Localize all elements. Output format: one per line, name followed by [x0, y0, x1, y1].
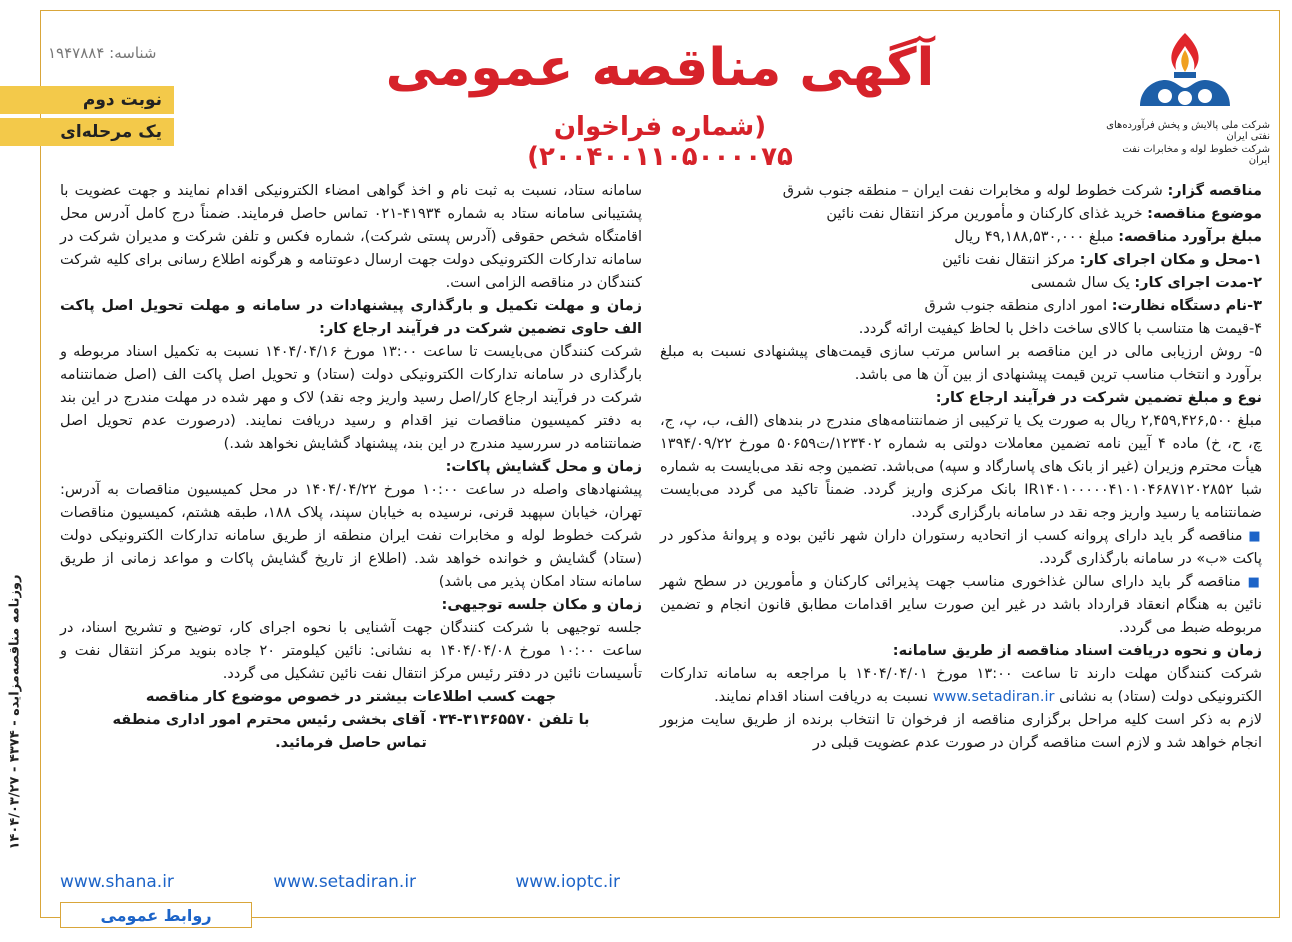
company-logo [1100, 28, 1270, 168]
setadiran-link[interactable]: www.setadiran.ir [273, 872, 417, 892]
public-relations-label: روابط عمومی [60, 902, 252, 928]
ioptc-link[interactable]: www.ioptc.ir [515, 872, 620, 892]
right-column [660, 180, 1262, 755]
guarantee-text: مبلغ ۲,۴۵۹,۴۲۶,۵۰۰ ریال به صورت یک یا ترکیبی از ضمانتنامه‌های مندرج در بندهای (الف، ب، پ، ج، چ، ح، خ) ماده ۴ آیین نامه تضمین معاملات دولتی به شماره ۱۲۳۴۰۲/ت۵۰۶۵۹ مورخ ۱۳۹۴/۰۹/۲۲ هیأت محترم وزیران (غیر از بانک های پاسارگاد و سپه) می‌باشد. تضمین وجه نقد می‌بایست به شماره شبا IR۱۴۰۱۰۰۰۰۰۴۱۰۱۰۴۶۸۷۱۲۰۲۸۵۲ بانک مرکزی واریز گردد. ضمناً تاکید می گردد می‌بایست ضمانتنامه یا رسید واریز وجه نقد در سامانه بارگزاری گردد. [660, 413, 1262, 521]
round-badge: نوبت دوم [0, 86, 174, 114]
guarantee-heading: نوع و مبلغ تضمین شرکت در فرآیند ارجاع کار: [935, 390, 1262, 406]
left-column [60, 180, 642, 755]
note-text: لازم به ذکر است کلیه مراحل برگزاری مناقصه از فرخوان تا انتخاب برنده از طریق سایت مزبور انجام خواهد شد و لازم است مناقصه گران در صورت عدم عضویت قبلی در [660, 712, 1262, 751]
contact-line-1: جهت کسب اطلاعات بیشتر در خصوص موضوع کار مناقصه [145, 689, 557, 705]
documents-text-b: نسبت به دریافت اسناد اقدام نمایند. [714, 689, 933, 705]
clause-4: ۴-قیمت ها متناسب با کالای ساخت داخل با لحاظ کیفیت ارائه گردد. [858, 321, 1262, 337]
call-number: (شماره فراخوان ۲۰۰۴۰۰۱۱۰۵۰۰۰۰۷۵) [527, 112, 793, 172]
duration-label: ۲-مدت اجرای کار: [1134, 275, 1262, 291]
bullet-square-icon: ■ [1247, 575, 1263, 590]
subject-value: خرید غذای کارکنان و مأمورین مرکز انتقال نفت نائین [826, 206, 1148, 222]
opening-text: پیشنهادهای واصله در ساعت ۱۰:۰۰ مورخ ۱۴۰۴/۰۴/۲۲ در محل کمیسیون مناقصات به آدرس: تهران، خیابان سپهبد قرنی، نرسیده به خیابان سپند، پلاک ۱۸۸، طبقه هشتم، کمیسیون مناقصات شرکت خطوط لوله و مخابرات نفت ایران منطقه از طریق سامانه تدارکات الکترونیکی دولت (ستاد) گشایش و خوانده خواهد شد. (اطلاع از تاریخ گشایش پاکات و مواعد زمانی از طریق سامانه ستاد امکان پذیر می باشد) [60, 482, 642, 590]
logo-caption-1: شرکت ملی پالایش و پخش فرآورده‌های نفتی ایران [1106, 120, 1270, 142]
clause-5: ۵- روش ارزیابی مالی در این مناقصه بر اساس مرتب سازی قیمت‌های پیشنهادی نسبت به مبلغ برآورد و انتخاب مناسب ترین قیمت پیشنهادی از بین آن ها می باشد. [660, 344, 1262, 383]
registration-text: سامانه ستاد، نسبت به ثبت نام و اخذ گواهی امضاء الکترونیکی اقدام نمایند و جهت عضویت با پشتیبانی سامانه ستاد به شماره ۴۱۹۳۴-۰۲۱ تماس حاصل فرمایند. ضمناً درج کامل آدرس محل اقامتگاه شخص حقوقی (آدرس پستی شرکت)، شماره فکس و تلفن شرکت و مدیران شرکت در سامانه تدارکات الکترونیکی دولت جهت ارسال دعوتنامه و هرگونه اطلاع رسانی برای کلیه شرکت کنندگان در مناقصه الزامی است. [60, 183, 642, 291]
opening-heading: زمان و محل گشایش پاکات: [445, 459, 642, 475]
page-title: آگهی مناقصه عمومی [385, 38, 935, 98]
supervisor-label: ۳-نام دستگاه نظارت: [1111, 298, 1262, 314]
estimate-label: مبلغ برآورد مناقصه: [1118, 229, 1262, 245]
location-value: مرکز انتقال نفت نائین [942, 252, 1080, 268]
briefing-heading: زمان و مکان جلسه توجیهی: [441, 597, 642, 613]
logo-caption-2: شرکت خطوط لوله و مخابرات نفت ایران [1122, 144, 1270, 166]
ad-id: شناسه: ۱۹۴۷۸۸۴ [48, 44, 157, 62]
tenderer-label: مناقصه گزار: [1167, 183, 1262, 199]
submission-heading: زمان و مهلت تکمیل و بارگذاری پیشنهادات در سامانه و مهلت تحویل اصل پاکت الف حاوی تضمین شرکت در فرآیند ارجاع کار: [60, 298, 642, 337]
subject-label: موضوع مناقصه: [1147, 206, 1262, 222]
bullet-dining-hall: مناقصه گر باید دارای سالن غذاخوری مناسب جهت پذیرائی کارکنان و مأمورین در سطح شهر نائین به هنگام انعقاد قرارداد باشد در غیر این صورت سایر اقدامات مطابق قانون انجام و تضمین مربوطه ضبط می گردد. [660, 574, 1262, 636]
setad-link[interactable]: www.setadiran.ir [932, 689, 1055, 705]
briefing-text: جلسه توجیهی با شرکت کنندگان جهت آشنایی با نحوه اجرای کار، توضیح و تشریح اسناد، در ساعت ۱۰:۰۰ مورخ ۱۴۰۴/۰۴/۰۸ به نشانی: نائین کیلومتر ۲۰ جاده بنوید مرکز انتقال نفت و تأسیسات نائین در دفتر رئیس مرکز انتقال نفت نائین تشکیل می گردد. [60, 620, 642, 682]
stage-badge: یک مرحله‌ای [0, 118, 174, 146]
contact-line-3: تماس حاصل فرمائید. [275, 735, 427, 751]
footer-websites [60, 872, 620, 892]
location-label: ۱-محل و مکان اجرای کار: [1079, 252, 1262, 268]
estimate-value: مبلغ ۴۹,۱۸۸,۵۳۰,۰۰۰ ریال [954, 229, 1119, 245]
submission-text: شرکت کنندگان می‌بایست تا ساعت ۱۳:۰۰ مورخ ۱۴۰۴/۰۴/۱۶ نسبت به تکمیل اسناد مربوطه و بارگذاری در سامانه تدارکات الکترونیکی دولت (ستاد) و تحویل اصل پاکت الف (اصل ضمانتنامه شرکت در فرآیند ارجاع کار/اصل رسید واریز وجه نقد) لاک و مهر شده در مهلت مندرج در این بند به دفتر کمیسیون مناقصات نیز اقدام و رسید دریافت نمایند. (درصورت عدم تحویل اصل ضمانتنامه در سررسید مندرج در این بند، پیشنهاد گشایش نخواهد شد.) [60, 344, 643, 452]
flame-logo-icon [1130, 28, 1240, 118]
bullet-license: مناقصه گر باید دارای پروانه کسب از اتحادیه رستوران داران شهر نائین بوده و پروانهٔ مذکور در پاکت «ب» در سامانه بارگذاری گردد. [660, 528, 1262, 567]
duration-value: یک سال شمسی [1030, 275, 1135, 291]
bullet-square-icon: ■ [1248, 529, 1262, 544]
documents-heading: زمان و نحوه دریافت اسناد مناقصه از طریق سامانه: [892, 643, 1262, 659]
contact-line-2: با تلفن ۳۱۳۶۵۵۷۰-۰۳۴ آقای بخشی رئیس محترم امور اداری منطقه [112, 712, 590, 728]
newspaper-stamp-text: روزنامه مناقصه‌مزایده - ۴۳۷۴ - ۱۴۰۴/۰۳/۲۷ [7, 574, 23, 850]
documents-text-a: شرکت کنندگان مهلت دارند تا ساعت ۱۳:۰۰ مورخ ۱۴۰۴/۰۴/۰۱ با مراجعه به سامانه تدارکات الکترونیکی دولت (ستاد) به نشانی [660, 666, 1262, 705]
shana-link[interactable]: www.shana.ir [60, 872, 174, 892]
tenderer-value: شرکت خطوط لوله و مخابرات نفت ایران – منطقه جنوب شرق [782, 183, 1168, 199]
newspaper-stamp [2, 552, 28, 872]
supervisor-value: امور اداری منطقه جنوب شرق [924, 298, 1112, 314]
